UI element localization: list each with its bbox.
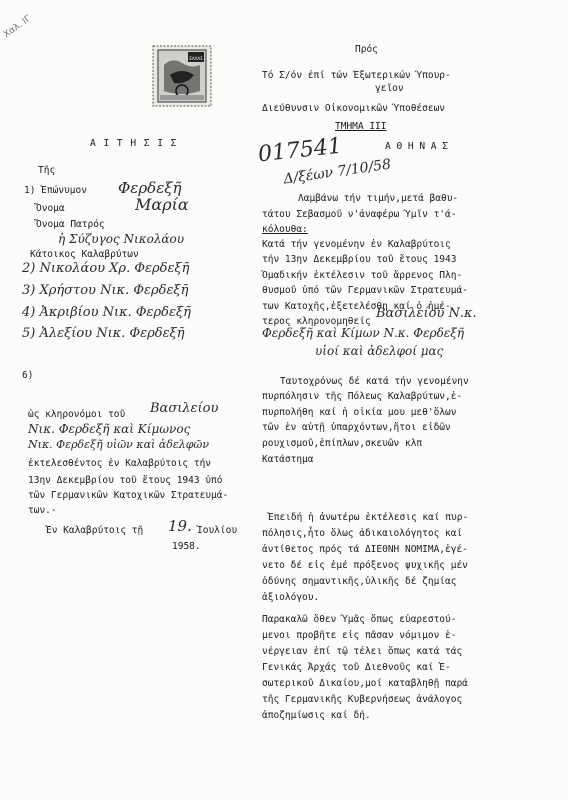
father-name-label: Ὄνομα Πατρός bbox=[36, 219, 105, 230]
para1-line-e: των.- bbox=[28, 505, 57, 516]
p2-line: πυρπόλησιν τῆς Πόλεως Καλαβρύτων,ἐ- bbox=[262, 391, 463, 402]
p3-line: ὀδύνης σημαντικῆς,ὑλικῆς δέ ζημίας bbox=[262, 576, 457, 587]
p1-line: θυσμοῦ ὑπό τῶν Γερμανικῶν Στρατευμά- bbox=[262, 285, 468, 296]
p3-line: Ἐπειδή ἡ ἀνωτέρω ἐκτέλεσις καί πυρ- bbox=[268, 512, 469, 523]
para1-line-b: ἐκτελεσθέντος ἐν Καλαβρύτοις τήν bbox=[28, 458, 212, 469]
surname-value: Φερδεξῆ bbox=[118, 179, 182, 197]
p1-line: τάτου Σεβασμοῦ ν'ἀναφέρω Ύμῖν τ'ά- bbox=[262, 209, 457, 220]
p1-hw-2: Φερδεξῆ καὶ Κίμων Ν.κ. Φερδεξῆ bbox=[262, 326, 465, 340]
para1-line-c: 13ην Δεκεμβρίου τοῦ ἔτους 1943 ὑπό bbox=[28, 475, 223, 486]
recipient-line1: Τό Σ/όν έπί τών Έξωτερικών Ύπουρ- bbox=[262, 70, 451, 81]
p3-line: Γενικάς Ἀρχάς τοῦ Διεθνοῦς καί Ἐ- bbox=[262, 662, 451, 673]
date-year: 1958. bbox=[172, 541, 201, 552]
p1-line: κόλουθα: bbox=[262, 224, 308, 235]
p2-line: τῶν ἐν αὐτῇ ὑπαρχόντων,ἤτοι εἰδῶν bbox=[262, 422, 451, 433]
margin-note: Χαλ. ΙΓ bbox=[1, 14, 33, 40]
recipient-line2: γεῖον bbox=[375, 83, 404, 94]
p2-line: Ταυτοχρόνως δέ κατά τήν γενομένην bbox=[280, 376, 469, 387]
p3-line: νέργειαν ἐπί τῷ τέλει ὅπως κατά τάς bbox=[262, 646, 463, 657]
stamp-label: ΕΛΛΑΣ bbox=[189, 56, 203, 61]
p2-line: πυρπολήθη καί ἡ οἰκία μου μεθ'ὅλων bbox=[262, 407, 457, 418]
revenue-stamp bbox=[152, 45, 212, 107]
p3-line: ἀντίθετος πρός τά ΔΙΕΘΝΗ ΝΟΜΙΜΑ,ἐγέ- bbox=[262, 544, 468, 555]
heir-2: 2) Νικολάου Χρ. Φερδεξῆ bbox=[22, 261, 190, 276]
p1-line: Λαμβάνω τήν τιμήν,μετά βαθυ- bbox=[298, 193, 459, 204]
para1-line-d: τῶν Γερμανικῶν Κατοχικῶν Στρατευμά- bbox=[28, 490, 229, 501]
p3-line: ἀξιολόγου. bbox=[262, 592, 320, 603]
registration-date: Δ/ξέων 7/10/58 bbox=[282, 156, 392, 188]
p1-line: των Κατοχῆς,ἐξετελέσθη καί ὁ ἡμέ- bbox=[262, 301, 451, 312]
p1-line: Κατά τήν γενομένην ἐν Καλαβρύτοις bbox=[262, 239, 451, 250]
p3-line: νετο δέ εἰς ἐμέ πρόξενος ψυχικῆς μέν bbox=[262, 560, 468, 571]
date-month: Ἰουλίου bbox=[197, 525, 238, 536]
p1-hw-1: Βασιλείου Ν.κ. bbox=[376, 306, 477, 321]
para1-hw-1: Βασιλείου bbox=[150, 401, 219, 416]
registration-number: 017541 bbox=[256, 133, 344, 168]
p1-line: Ὁμαδικήν ἐκτέλεσιν τοῦ ἄρρενος Πλη- bbox=[262, 270, 463, 281]
recipient-department: ΤΜΗΜΑ ΙΙΙ bbox=[335, 121, 387, 132]
tis-label: Τῆς bbox=[38, 165, 56, 176]
para1-hw-2: Νικ. Φερδεξῆ καὶ Κίμωνος bbox=[28, 422, 191, 436]
p2-line: ρουχισμοῦ,ἐπίπλων,σκευῶν κλπ bbox=[262, 438, 423, 449]
heir-6-label: 6) bbox=[22, 370, 34, 381]
para1-hw-3: Νικ. Φερδεξῆ υἱῶν καὶ ἀδελφῶν bbox=[28, 438, 210, 451]
document-title: Α Ι Τ Η Σ Ι Σ bbox=[90, 138, 178, 149]
heir-5: 5) Ἀλεξίου Νικ. Φερδεξῆ bbox=[22, 326, 185, 341]
heir-3: 3) Χρήστου Νικ. Φερδεξῆ bbox=[22, 283, 189, 298]
p3-line: μενοι προβῆτε εἰς πᾶσαν νόμιμον ἐ- bbox=[262, 630, 457, 641]
p1-line: τήν 13ην Δεκεμβρίου τοῦ ἔτους 1943 bbox=[262, 254, 457, 265]
recipient-line3: Διεύθυνσιν Οἰκονομικῶν Ύποθέσεων bbox=[262, 103, 446, 114]
spouse-value: ἡ Σύζυγος Νικολάου bbox=[58, 232, 185, 246]
p1-hw-3: υἱοί καὶ ἀδελφοί μας bbox=[315, 344, 444, 358]
p3-line: ἀποζημίωσις καί δή. bbox=[262, 710, 371, 721]
p1-line: τερος κληρονομηθείς bbox=[262, 316, 371, 327]
date-day: 19. bbox=[168, 517, 192, 535]
residence-label: Κάτοικος Καλαβρύτων bbox=[30, 249, 139, 260]
first-name-value: Μαρία bbox=[135, 195, 189, 214]
heir-4: 4) Ἀκριβίου Νικ. Φερδεξῆ bbox=[22, 305, 191, 320]
first-name-label: Ὄνομα bbox=[36, 203, 65, 214]
p3-line: πόλησις,ἦτο ὅλως ἀδικαιολόγητος καί bbox=[262, 528, 463, 539]
surname-label: 1) Ἐπώνυμον bbox=[24, 185, 87, 196]
place-line: Ἐν Καλαβρύτοις τῇ bbox=[46, 525, 144, 536]
p2-line: Κατάστημα bbox=[262, 454, 314, 465]
p3-line: τῆς Γερμανικῆς Κυβερνήσεως ἀνάλογος bbox=[262, 694, 463, 705]
recipient-city: Α Θ Η Ν Α Σ bbox=[385, 141, 448, 152]
para1-line-a: ὡς κληρονόμοι τοῦ bbox=[28, 409, 126, 420]
p3-line: σωτερικοῦ Δικαίου,μοί καταβληθῇ παρά bbox=[262, 678, 468, 689]
recipient-pros: Πρός bbox=[355, 44, 378, 55]
p3-line: Παρακαλῶ ὅθεν Ύμᾶς ὅπως εὐαρεστού- bbox=[262, 614, 457, 625]
